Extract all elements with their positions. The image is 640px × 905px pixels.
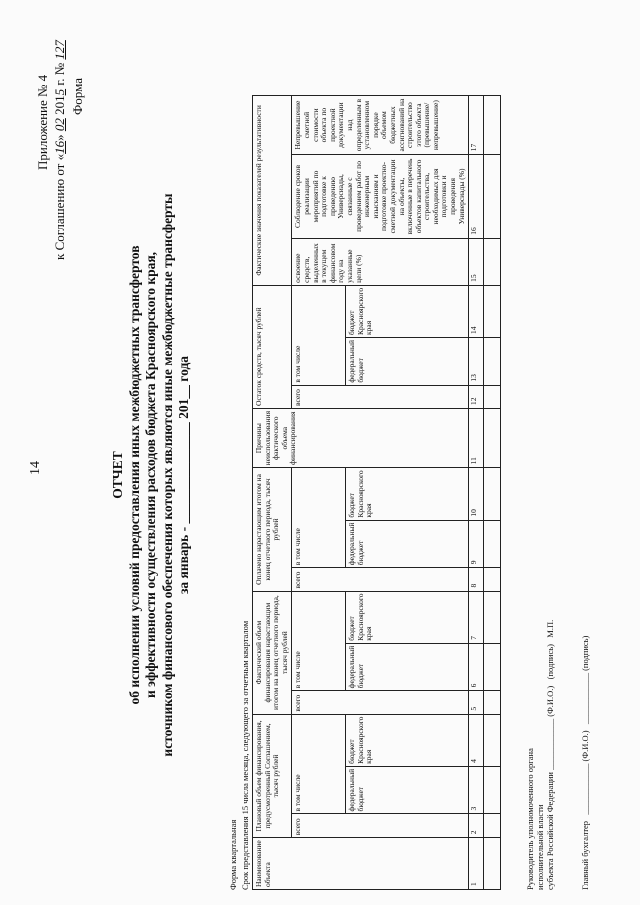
col-num: 12: [469, 385, 484, 408]
table-cell[interactable]: [484, 714, 501, 766]
fio-label: (Ф.И.О.): [580, 730, 590, 762]
header-object-name: Наименование объекта: [253, 838, 469, 890]
col-num: 7: [469, 591, 484, 643]
col-num: 5: [469, 691, 484, 714]
header-reasons: Причины неиспользования фактического объема финансирования: [253, 408, 469, 467]
column-number-row: [469, 96, 484, 890]
table-cell[interactable]: [484, 468, 501, 520]
report-title: [110, 155, 193, 795]
header-balance: Остаток средств, тысяч рублей: [253, 285, 292, 408]
disbursed-reg: бюджет Красноярского края: [346, 468, 469, 520]
col-num: 4: [469, 714, 484, 766]
actual-total: всего: [292, 691, 469, 714]
table-cell[interactable]: [484, 766, 501, 814]
table-cell[interactable]: [484, 155, 501, 239]
planned-reg: бюджет Красноярского края: [346, 714, 469, 766]
agreement-prefix: к Соглашению от «: [52, 153, 67, 260]
appendix-label: Приложение № 4: [35, 74, 50, 170]
col-num: 2: [469, 814, 484, 838]
page-number: 14: [28, 461, 43, 475]
header-disbursed: Оплачено нарастающим итогом на конец отчетного периода, тысяч рублей: [253, 468, 292, 591]
table-cell[interactable]: [484, 814, 501, 838]
agreement-number: 127: [52, 40, 67, 60]
title-line-2: об исполнении условий предоставления иных межбюджетных трансфертов: [126, 245, 142, 705]
planned-total: всего: [292, 814, 469, 838]
form-type: Форма квартальная: [228, 819, 238, 890]
table-row: [484, 96, 501, 890]
disbursed-total: всего: [292, 568, 469, 591]
agreement-month: 02: [52, 118, 67, 132]
header-row-2: [292, 96, 346, 890]
head-title-line-2: исполнительной власти: [535, 804, 545, 890]
agreement-year-digit: 5: [52, 88, 67, 96]
table-cell[interactable]: [484, 568, 501, 591]
planned-fed: федеральный бюджет: [346, 766, 469, 814]
header-planned: Плановый объем финансирования, предусмотренный Соглашением, тысяч рублей: [253, 714, 292, 838]
balance-fed: федеральный бюджет: [346, 338, 469, 386]
agreement-number-label: г. №: [52, 62, 67, 86]
head-signature-block: [525, 620, 555, 890]
actual-incl: в том числе: [292, 591, 346, 691]
table-cell[interactable]: [484, 238, 501, 285]
header-actual: Фактический объем финансирования нарастающим итогом на конец отчетного периода, тысяч рублей: [253, 591, 292, 714]
col-num: 3: [469, 766, 484, 814]
col-num: 15: [469, 238, 484, 285]
chief-accountant-label: Главный бухгалтер: [580, 820, 590, 890]
actual-fed: федеральный бюджет: [346, 643, 469, 691]
col-num: 14: [469, 285, 484, 337]
planned-incl: в том числе: [292, 714, 346, 814]
agreement-year-prefix: 201: [52, 95, 67, 115]
title-line-1: ОТЧЕТ: [110, 451, 125, 499]
stamp-label: М.П.: [545, 619, 555, 638]
table-cell[interactable]: [484, 591, 501, 643]
report-table: [252, 95, 501, 890]
col-num: 16: [469, 155, 484, 239]
fio-label: (Ф.И.О.): [545, 685, 555, 717]
col-num: 13: [469, 338, 484, 386]
title-line-4: источником финансового обеспечения которых являются иные межбюджетные трансферты: [159, 193, 175, 757]
balance-incl: в том числе: [292, 285, 346, 385]
title-line-5: за январь - _______________ 201__ года: [176, 355, 191, 595]
col-num: 11: [469, 408, 484, 467]
col-num: 17: [469, 96, 484, 155]
col-num: 10: [469, 468, 484, 520]
col-num: 6: [469, 643, 484, 691]
header-exceed: Непревышение сметной стоимости объекта по проектной документации над определенным в установленном порядке объемом бюджетных ассигнований на строительство этого объекта (превышение/ непревышение): [292, 96, 469, 155]
header-share: освоение средств, выделенных в текущем финансовом году на указанные цели (%): [292, 238, 469, 285]
actual-reg: бюджет Красноярского края: [346, 591, 469, 643]
disbursed-incl: в том числе: [292, 468, 346, 568]
accountant-signature-block: Главный бухгалтер ____________ (Ф.И.О.) ____________ (подпись): [580, 635, 590, 890]
title-line-3: и эффективности осуществления расходов бюджета Красноярского края,: [143, 251, 158, 699]
header-compliance: Соблюдение сроков реализации мероприятий по подготовке к проведению Универсиады, связанные с проведением работ по инженерным изысканиям и подготовке проектно-сметной документации на объекты, включенные в перечень объектов капитального строительства, необходимых для подготовки и проведения Универсиады (%): [292, 155, 469, 239]
form-label: Форма: [70, 78, 85, 115]
agreement-sep1: »: [52, 134, 67, 141]
balance-reg: бюджет Красноярского края: [346, 285, 469, 337]
disbursed-fed: федеральный бюджет: [346, 520, 469, 568]
head-title-line-1: Руководитель уполномоченного органа: [525, 748, 535, 890]
agreement-reference: [52, 40, 68, 260]
submission-deadline: Срок представления 15 числа месяца, следующего за отчетным кварталом: [240, 620, 250, 890]
table-cell[interactable]: [484, 408, 501, 467]
agreement-day: 16: [52, 140, 67, 154]
table-cell[interactable]: [484, 691, 501, 714]
table-cell[interactable]: [484, 385, 501, 408]
col-num: 1: [469, 838, 484, 890]
col-num: 9: [469, 520, 484, 568]
table-cell[interactable]: [484, 96, 501, 155]
table-cell[interactable]: [484, 643, 501, 691]
sign-label: (подпись): [545, 644, 555, 680]
header-row-1: [253, 96, 292, 890]
table-cell[interactable]: [484, 520, 501, 568]
table-cell[interactable]: [484, 338, 501, 386]
balance-total: всего: [292, 385, 469, 408]
sign-label: (подпись): [580, 635, 590, 671]
head-title-line-3: субъекта Российской Федерации ____________ (Ф.И.О.) (подпись) М.П.: [545, 619, 555, 890]
col-num: 8: [469, 568, 484, 591]
table-cell[interactable]: [484, 285, 501, 337]
header-indicators: Фактические значения показателей результативности: [253, 96, 292, 286]
table-cell[interactable]: [484, 838, 501, 890]
